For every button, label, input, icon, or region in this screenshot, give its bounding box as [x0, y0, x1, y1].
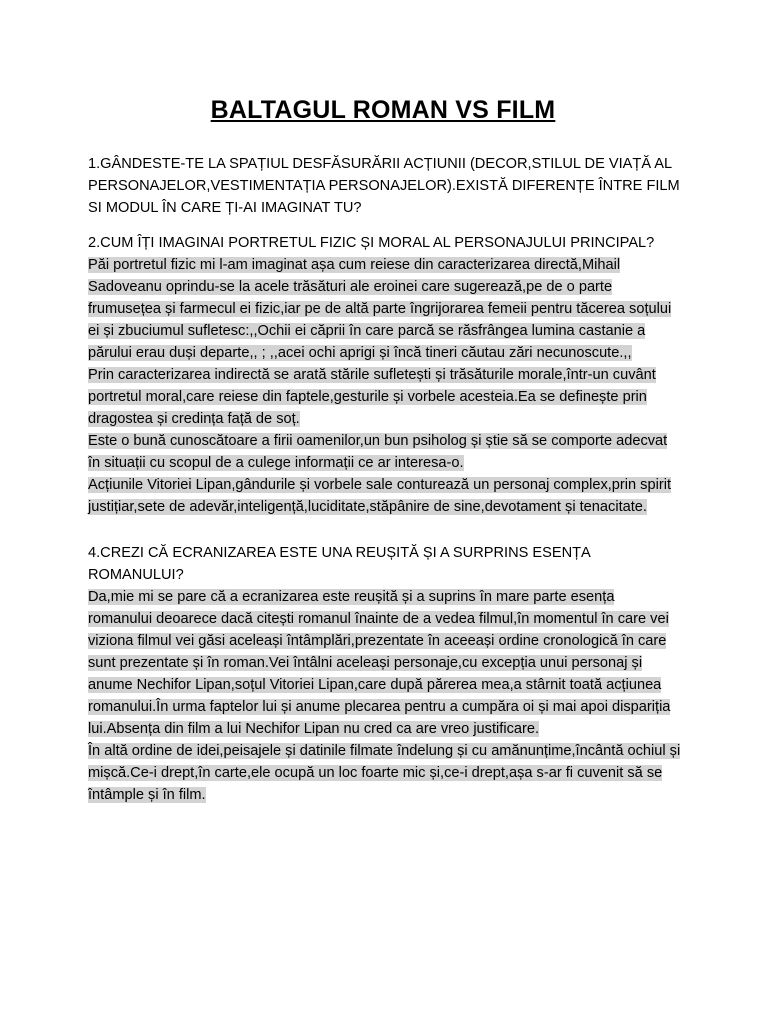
answer-2: [88, 254, 682, 518]
highlighted-text: Este o bună cunoscătoare a firii oamenilor,un bun psiholog și știe să se comporte adecvat în situații cu scopul de a culege informații ce ar interesa-o.: [88, 433, 668, 471]
page-title: BALTAGUL ROMAN VS FILM: [210, 96, 556, 124]
answer-2-paragraph: [88, 430, 682, 474]
answer-4-paragraph: [88, 586, 682, 740]
highlighted-text: Prin caracterizarea indirectă se arată stările sufletești și trăsăturile morale,într-un cuvânt portretul moral,care reiese din faptele,gesturile și vorbele acesteia.Ea se definește prin dragostea și credința față de soț.: [88, 367, 656, 427]
answer-2-paragraph: [88, 364, 682, 430]
answer-4-paragraph: [88, 740, 682, 806]
highlighted-text: În altă ordine de idei,peisajele și datinile filmate îndelung și cu amănunțime,încântă ochiul și mișcă.Ce-i drept,în carte,ele ocupă un loc foarte mic și,ce-i drept,așa s-ar fi cuvenit să se întâmple și în film.: [88, 743, 681, 803]
answer-2-paragraph: [88, 474, 682, 518]
answer-2-paragraph: [88, 254, 682, 364]
question-1: 1.GÂNDESTE-TE LA SPAȚIUL DESFĂSURĂRII ACȚIUNII (DECOR,STILUL DE VIAȚĂ AL PERSONAJELOR,VESTIMENTAȚIA PERSONAJELOR).EXISTĂ DIFERENȚE ÎNTRE FILM SI MODUL ÎN CARE ȚI-AI IMAGINAT TU?: [88, 156, 680, 216]
question-4: 4.CREZI CĂ ECRANIZAREA ESTE UNA REUȘITĂ ȘI A SURPRINS ESENȚA ROMANULUI?: [88, 545, 590, 583]
highlighted-text: Da,mie mi se pare că a ecranizarea este reușită și a suprins în mare parte esența romanului deoarece dacă citești romanul înainte de a vedea filmul,în momentul în care vei viziona filmul vei găsi aceleași întâmplări,prezentate în aceeași ordine cronologică în care sunt prezentate și în roman.Vei întâlni aceleași personaje,cu excepția unui personaj și anume Nechifor Lipan,soțul Vitoriei Lipan,care după părerea mea,a stârnit toată acțiunea romanului.În urma faptelor lui și anume plecarea pentru a cumpăra oi și mai apoi dispariția lui.Absența din film a lui Nechifor Lipan nu cred ca are vreo justificare.: [88, 589, 671, 737]
answer-4: [88, 586, 682, 806]
highlighted-text: Păi portretul fizic mi l-am imaginat așa cum reiese din caracterizarea directă,Mihail Sadoveanu oprindu-se la acele trăsături ale eroinei care sugerează,pe de o parte frumusețea și farmecul ei fizic,iar pe de altă parte îngrijorarea femeii pentru tăcerea soțului ei și zbuciumul sufletesc:,,Ochii ei căprii în care parcă se răsfrângea lumina castanie a părului erau duși departe,, ; ,,acei ochi aprigi și încă tineri căutau zări necunoscute.,,: [88, 257, 672, 361]
question-2: 2.CUM ÎȚI IMAGINAI PORTRETUL FIZIC ȘI MORAL AL PERSONAJULUI PRINCIPAL?: [88, 235, 655, 251]
highlighted-text: Acțiunile Vitoriei Lipan,gândurile și vorbele sale conturează un personaj complex,prin spirit justițiar,sete de adevăr,inteligență,luciditate,stăpânire de sine,devotament și tenacitate.: [88, 477, 671, 515]
